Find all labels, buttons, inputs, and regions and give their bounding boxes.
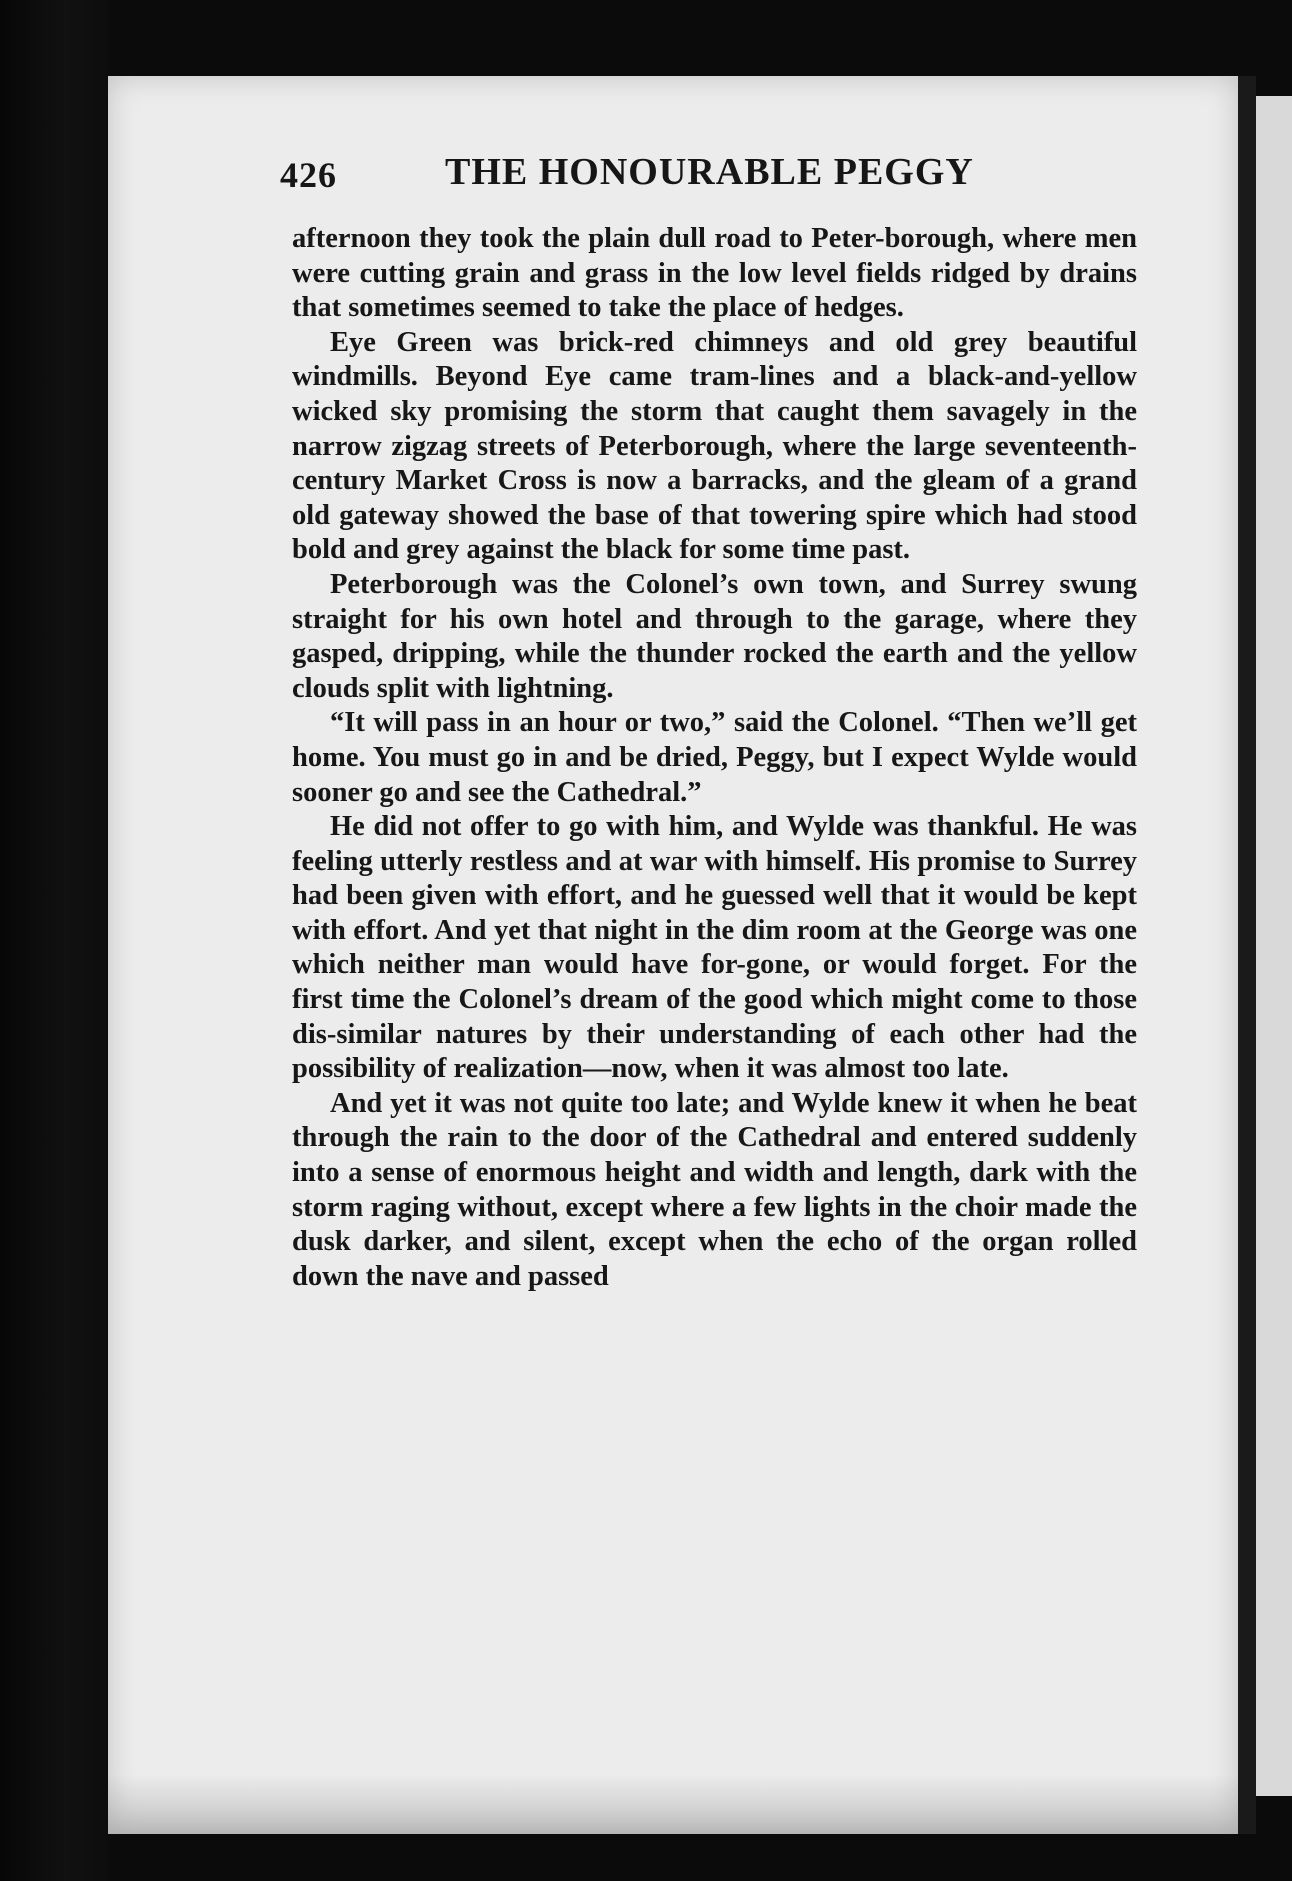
paragraph-3: Peterborough was the Colonel’s own town, and Surrey swung straight for his own hotel and through to the garage, where they gasped, dripping, while the thunder rocked the earth and the yellow clouds split with lightning. — [292, 568, 1137, 704]
page-bottom-edge — [108, 1774, 1238, 1834]
page-number: 426 — [280, 155, 337, 195]
paragraph-2: Eye Green was brick-red chimneys and old grey beautiful windmills. Beyond Eye came tram-lines and a black-and-yellow wicked sky promising the storm that caught them savagely in the narrow zigzag streets of Peterborough, where the large seventeenth-century Market Cross is now a barracks, and the gleam of a grand old gateway showed the base of that towering spire which had stood bold and grey against the black for some time past. — [292, 326, 1137, 566]
paragraph-5: He did not offer to go with him, and Wylde was thankful. He was feeling utterly restless and at war with himself. His promise to Surrey had been given with effort, and he guessed well that it would be kept with effort. And yet that night in the dim room at the George was one which neither man would have for-gone, or would forget. For the first time the Colonel’s dream of the good which might come to those dis-similar natures by their understanding of each other had the possibility of realization—now, when it was almost too late. — [292, 811, 1137, 1085]
running-title: THE HONOURABLE PEGGY — [445, 151, 974, 193]
paragraph-4: “It will pass in an hour or two,” said the Colonel. “Then we’ll get home. You must go in and be dried, Peggy, but I expect Wylde would sooner go and see the Cathedral.” — [292, 707, 1137, 808]
scan-background-left — [0, 0, 110, 1881]
binding-gap — [1238, 76, 1256, 1834]
page-header — [280, 150, 1040, 200]
page-body-text — [292, 222, 1137, 1294]
paragraph-6: And yet it was not quite too late; and Wylde knew it when he beat through the rain to the door of the Cathedral and entered suddenly into a sense of enormous height and width and length, dark with the storm raging without, except where a few lights in the choir made the dusk darker, and silent, except when the echo of the organ rolled down the nave and passed — [292, 1087, 1137, 1292]
paragraph-1: afternoon they took the plain dull road to Peter-borough, where men were cutting grain and grass in the low level fields ridged by drains that sometimes seemed to take the place of hedges. — [292, 223, 1137, 324]
facing-page-edge — [1256, 96, 1292, 1796]
